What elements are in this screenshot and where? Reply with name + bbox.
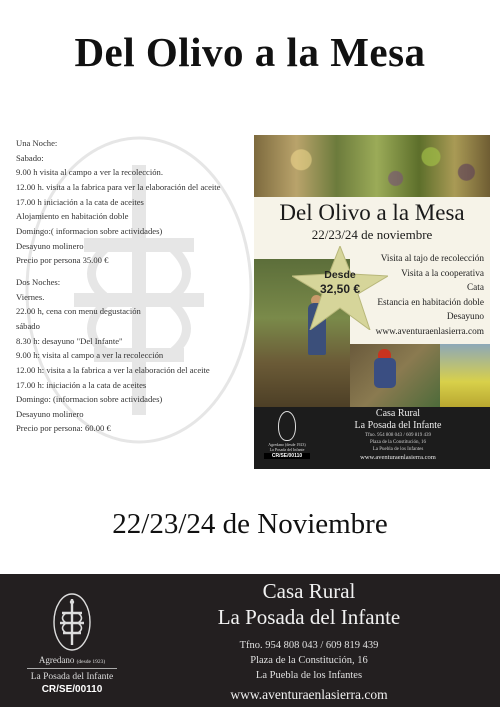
footer-website: www.aventuraenlasierra.com xyxy=(230,687,388,702)
footer-town: La Puebla de los Infantes xyxy=(255,670,363,681)
footer-address: Plaza de la Constitución, 16 xyxy=(250,655,368,666)
feature-item: Visita al tajo de recolección xyxy=(380,254,484,264)
offer-line: 22.00 h, cena con menu degustación xyxy=(16,306,141,317)
footer-phone: Tfno. 954 808 043 / 609 819 439 xyxy=(239,640,379,651)
offer-two-nights xyxy=(16,275,256,436)
offer-line: Sabado: xyxy=(16,152,44,163)
offer-line: Viernes. xyxy=(16,291,45,302)
footer-name-line1: Casa Rural xyxy=(262,579,356,603)
poster-contact-detail: La Puebla de los Infantes xyxy=(372,447,424,452)
footer-name-line2: La Posada del Infante xyxy=(217,605,401,629)
offer-line: sábado xyxy=(16,320,40,331)
offer-price: Precio por persona: 60.00 € xyxy=(16,423,111,434)
price-badge-value: 32,50 € xyxy=(319,282,361,296)
poster-logo xyxy=(264,411,310,459)
offer-line: 12.00 h: visita a la fabrica a ver la elaboración del aceite xyxy=(16,364,210,375)
offer-line: 9.00 h: visita al campo a ver la recolección xyxy=(16,350,164,361)
feature-item: Estancia en habitación doble xyxy=(377,297,484,308)
offer-line: 12.00 h. visita a la fabrica para ver la elaboración del aceite xyxy=(16,181,221,192)
offer-line: Alojamiento en habitación doble xyxy=(16,211,129,222)
poster-contact-detail: Plaza de la Constitución, 16 xyxy=(370,440,426,445)
feature-item: Visita a la cooperativa xyxy=(401,268,484,279)
poster-dates: 22/23/24 de noviembre xyxy=(311,227,433,242)
price-badge-label: Desde xyxy=(324,269,356,281)
offer-line: Domingo:( informacion sobre actividades) xyxy=(16,225,163,236)
offer-line: Domingo: (informacion sobre actividades) xyxy=(16,394,163,405)
picker-figure xyxy=(374,358,396,388)
divider xyxy=(27,668,117,669)
poster-logo-brand: Agredano (desde 1923) xyxy=(268,442,306,447)
footer-logo-brand-name: Agredano xyxy=(38,655,75,665)
offer-price: Precio por persona 35.00 € xyxy=(16,255,109,266)
promo-poster xyxy=(254,135,490,469)
feature-website: www.aventuraenlasierra.com xyxy=(375,326,484,337)
oil-photo xyxy=(440,344,490,407)
poster-title: Del Olivo a la Mesa xyxy=(279,200,465,225)
poster-contact-name: La Posada del Infante xyxy=(354,420,442,431)
offer-line: 9.00 h visita al campo a ver la recolección. xyxy=(16,167,163,178)
olives-photo xyxy=(254,135,490,197)
poster-contact-detail: Tfno. 954 808 043 / 609 819 439 xyxy=(364,433,432,438)
offers-text xyxy=(16,136,256,436)
offer-one-night xyxy=(16,136,256,268)
footer-contact xyxy=(200,578,418,704)
feature-item: Cata xyxy=(466,283,484,293)
seal-icon xyxy=(51,591,93,653)
poster-contact xyxy=(314,408,482,463)
footer-logo xyxy=(22,591,122,695)
offer-line: Desayuno molinero xyxy=(16,240,84,251)
footer-logo-since: (desde 1923) xyxy=(76,659,106,665)
offer-line: Dos Noches: xyxy=(16,276,61,287)
offer-line: 8.30 h: desayuno "Del Infante" xyxy=(16,335,123,346)
page-title: Del Olivo a la Mesa xyxy=(74,29,426,75)
offer-line: Desayuno molinero xyxy=(16,408,84,419)
poster-logo-name: La Posada del Infante xyxy=(269,447,305,452)
offer-line: 17.00 h: iniciación a la cata de aceites xyxy=(16,379,147,390)
footer-logo-brand xyxy=(22,655,122,665)
poster-logo-reg: CR/SE/00110 xyxy=(264,453,310,459)
event-dates: 22/23/24 de Noviembre xyxy=(112,508,388,540)
poster-contact-web: www.aventuraenlasierra.com xyxy=(360,454,436,461)
poster-contact-name: Casa Rural xyxy=(375,408,421,419)
offer-line: Una Noche: xyxy=(16,138,58,148)
poster-features xyxy=(376,252,484,339)
footer-logo-name: La Posada del Infante xyxy=(30,672,114,682)
feature-item: Desayuno xyxy=(446,312,484,322)
seal-icon xyxy=(278,411,296,441)
footer-logo-reg: CR/SE/00110 xyxy=(41,684,103,695)
offer-line: 17.00 h iniciación a la cata de aceites xyxy=(16,196,144,207)
